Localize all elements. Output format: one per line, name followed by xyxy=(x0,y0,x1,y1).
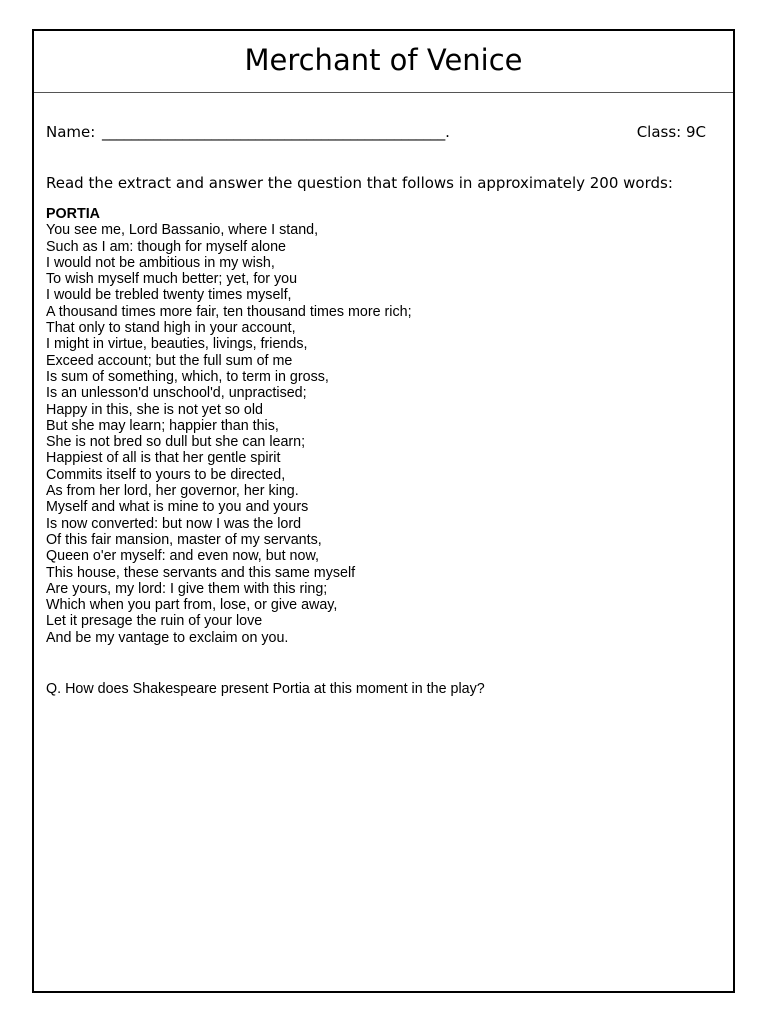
speaker-name: PORTIA xyxy=(46,206,101,222)
extract-line: She is not bred so dull but she can learn; xyxy=(46,434,306,451)
instruction-text: Read the extract and answer the question that follows in approximately 200 words: xyxy=(46,174,673,192)
name-blank-line: _______________________________________________. xyxy=(102,123,450,141)
extract-line: Commits itself to yours to be directed, xyxy=(46,466,286,483)
extract-line: Queen o'er myself: and even now, but now, xyxy=(46,548,319,565)
extract-line: I would be trebled twenty times myself, xyxy=(46,287,292,304)
name-class-row xyxy=(46,122,706,144)
extract-line: Happy in this, she is not yet so old xyxy=(46,401,263,418)
extract-line: You see me, Lord Bassanio, where I stand, xyxy=(46,222,319,239)
name-label: Name: xyxy=(46,123,96,141)
extract-line: And be my vantage to exclaim on you. xyxy=(46,629,289,646)
extract-line: I would not be ambitious in my wish, xyxy=(46,254,275,271)
extract-line: I might in virtue, beauties, livings, friends, xyxy=(46,336,308,353)
worksheet-title: Merchant of Venice xyxy=(244,43,523,77)
extract-line: Which when you part from, lose, or give away, xyxy=(46,597,338,614)
extract-line: Let it presage the ruin of your love xyxy=(46,613,263,630)
title-bar xyxy=(34,31,733,93)
extract-line: That only to stand high in your account, xyxy=(46,320,296,337)
extract-line: Is now converted: but now I was the lord xyxy=(46,515,302,532)
extract-line: Exceed account; but the full sum of me xyxy=(46,352,293,369)
extract-line: But she may learn; happier than this, xyxy=(46,417,279,434)
extract-line: As from her lord, her governor, her king. xyxy=(46,483,299,500)
extract-line: Are yours, my lord: I give them with this ring; xyxy=(46,580,328,597)
extract-line: Is an unlesson'd unschool'd, unpractised; xyxy=(46,385,307,402)
extract-line: Of this fair mansion, master of my servants, xyxy=(46,531,322,548)
extract-line: Such as I am: though for myself alone xyxy=(46,238,286,255)
extract-line: This house, these servants and this same myself xyxy=(46,564,356,581)
extract-line: Is sum of something, which, to term in gross, xyxy=(46,368,329,385)
extract-line: Myself and what is mine to you and yours xyxy=(46,499,309,516)
extract-line: A thousand times more fair, ten thousand times more rich; xyxy=(46,303,412,320)
extract-line: Happiest of all is that her gentle spirit xyxy=(46,450,281,467)
extract-line: To wish myself much better; yet, for you xyxy=(46,271,298,288)
play-extract xyxy=(46,206,706,646)
class-label: Class: 9C xyxy=(636,123,706,141)
question-text: Q. How does Shakespeare present Portia at this moment in the play? xyxy=(46,681,485,697)
